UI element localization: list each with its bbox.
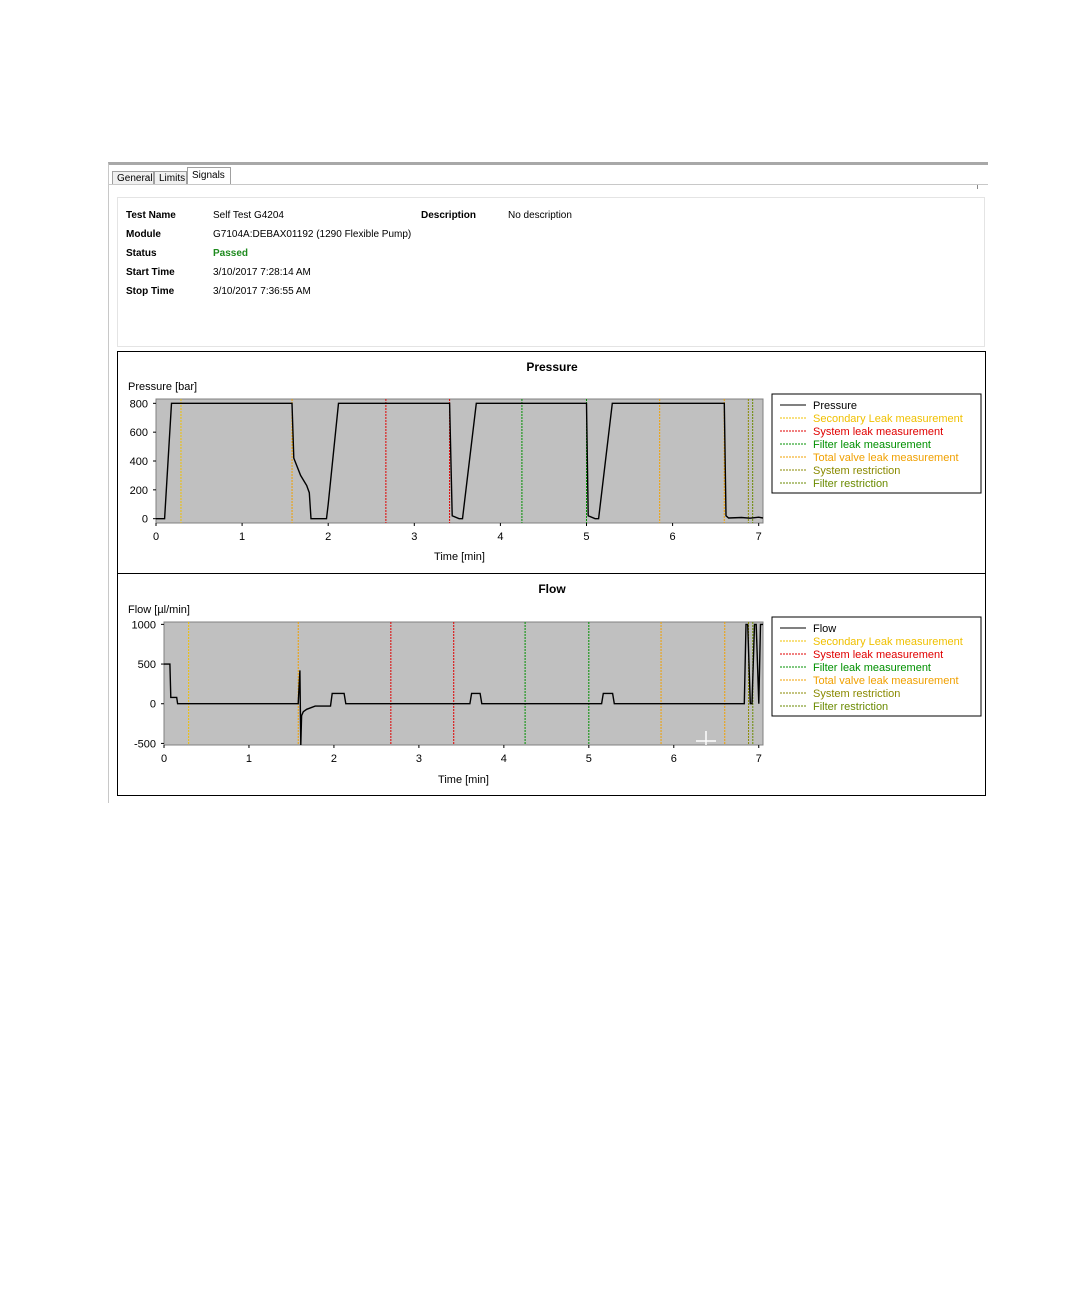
pressure-y-tick-label-4: 800 bbox=[129, 398, 148, 411]
flow-plot-area bbox=[164, 622, 763, 745]
flow-y-tick-label-1: 0 bbox=[149, 698, 156, 711]
flow-x-tick-label-3: 3 bbox=[415, 753, 422, 765]
flow-x-axis-label: Time [min] bbox=[438, 774, 489, 786]
pressure-x-tick-label-0: 0 bbox=[152, 531, 160, 543]
flow-x-tick-label-5: 5 bbox=[585, 753, 592, 765]
pressure-legend-label-6: Filter restriction bbox=[813, 478, 889, 490]
stop-time-value: 3/10/2017 7:36:55 AM bbox=[213, 286, 311, 297]
pressure-chart-panel bbox=[117, 351, 986, 574]
pressure-x-tick-label-4: 4 bbox=[497, 531, 504, 543]
flow-legend-label-5: System restriction bbox=[813, 688, 901, 700]
pressure-chart bbox=[118, 352, 985, 573]
flow-legend-label-1: Secondary Leak measurement bbox=[813, 636, 963, 648]
tab-divider bbox=[109, 184, 988, 185]
flow-chart-title: Flow bbox=[538, 582, 566, 596]
scroll-indicator bbox=[977, 185, 978, 189]
pressure-x-tick-label-2: 2 bbox=[325, 531, 332, 543]
pressure-x-axis-label: Time [min] bbox=[434, 551, 485, 563]
start-time-label: Start Time bbox=[126, 267, 175, 278]
flow-x-tick-label-2: 2 bbox=[330, 753, 337, 765]
pressure-legend-label-3: Filter leak measurement bbox=[813, 439, 931, 451]
pressure-x-tick-label-1: 1 bbox=[239, 531, 246, 543]
pressure-y-tick-label-3: 600 bbox=[129, 427, 148, 440]
description-value: No description bbox=[508, 210, 572, 221]
tab-limits[interactable]: Limits bbox=[154, 171, 187, 184]
status-value: Passed bbox=[213, 248, 249, 259]
tab-general[interactable]: General bbox=[112, 171, 154, 184]
pressure-legend-label-5: System restriction bbox=[813, 465, 901, 477]
flow-legend-label-3: Filter leak measurement bbox=[813, 662, 931, 674]
pressure-legend-label-0: Pressure bbox=[813, 400, 858, 412]
pressure-x-tick-label-7: 7 bbox=[755, 531, 762, 543]
flow-legend-label-4: Total valve leak measurement bbox=[813, 675, 959, 687]
flow-x-tick-label-7: 7 bbox=[755, 753, 762, 765]
flow-y-tick-label-2: 500 bbox=[137, 659, 156, 672]
flow-y-tick-label-3: 1000 bbox=[131, 619, 156, 632]
flow-legend-label-6: Filter restriction bbox=[813, 701, 889, 713]
flow-x-tick-label-0: 0 bbox=[160, 753, 168, 765]
self-test-window bbox=[108, 162, 988, 803]
pressure-x-tick-label-5: 5 bbox=[583, 531, 590, 543]
pressure-chart-title: Pressure bbox=[526, 360, 578, 374]
flow-chart-panel bbox=[117, 573, 986, 796]
tab-signals[interactable]: Signals bbox=[187, 167, 231, 185]
pressure-y-axis-label: Pressure [bar] bbox=[128, 381, 198, 393]
module-label: Module bbox=[126, 229, 161, 240]
pressure-x-tick-label-3: 3 bbox=[411, 531, 418, 543]
flow-x-tick-label-4: 4 bbox=[500, 753, 507, 765]
pressure-x-tick-label-6: 6 bbox=[669, 531, 676, 543]
pressure-legend-label-1: Secondary Leak measurement bbox=[813, 413, 963, 425]
flow-legend-label-2: System leak measurement bbox=[813, 649, 944, 661]
tab-bar bbox=[109, 165, 988, 185]
pressure-legend-label-4: Total valve leak measurement bbox=[813, 452, 959, 464]
flow-y-tick-label-0: -500 bbox=[133, 738, 156, 751]
test-name-label: Test Name bbox=[126, 210, 176, 221]
pressure-plot-area bbox=[156, 399, 763, 523]
flow-y-axis-label: Flow [µl/min] bbox=[128, 604, 190, 616]
status-label: Status bbox=[126, 248, 157, 259]
flow-legend-label-0: Flow bbox=[813, 623, 837, 635]
test-info-panel bbox=[117, 197, 985, 347]
flow-chart bbox=[118, 574, 985, 795]
pressure-y-tick-label-2: 400 bbox=[129, 456, 148, 468]
start-time-value: 3/10/2017 7:28:14 AM bbox=[213, 267, 311, 278]
pressure-legend-label-2: System leak measurement bbox=[813, 426, 944, 438]
test-name-value: Self Test G4204 bbox=[213, 210, 284, 221]
module-value: G7104A:DEBAX01192 (1290 Flexible Pump) bbox=[213, 229, 412, 240]
flow-x-tick-label-1: 1 bbox=[245, 753, 253, 765]
stop-time-label: Stop Time bbox=[126, 286, 175, 297]
pressure-y-tick-label-1: 200 bbox=[129, 484, 148, 497]
pressure-y-tick-label-0: 0 bbox=[141, 513, 148, 526]
flow-x-tick-label-6: 6 bbox=[670, 753, 677, 765]
description-label: Description bbox=[421, 210, 477, 221]
